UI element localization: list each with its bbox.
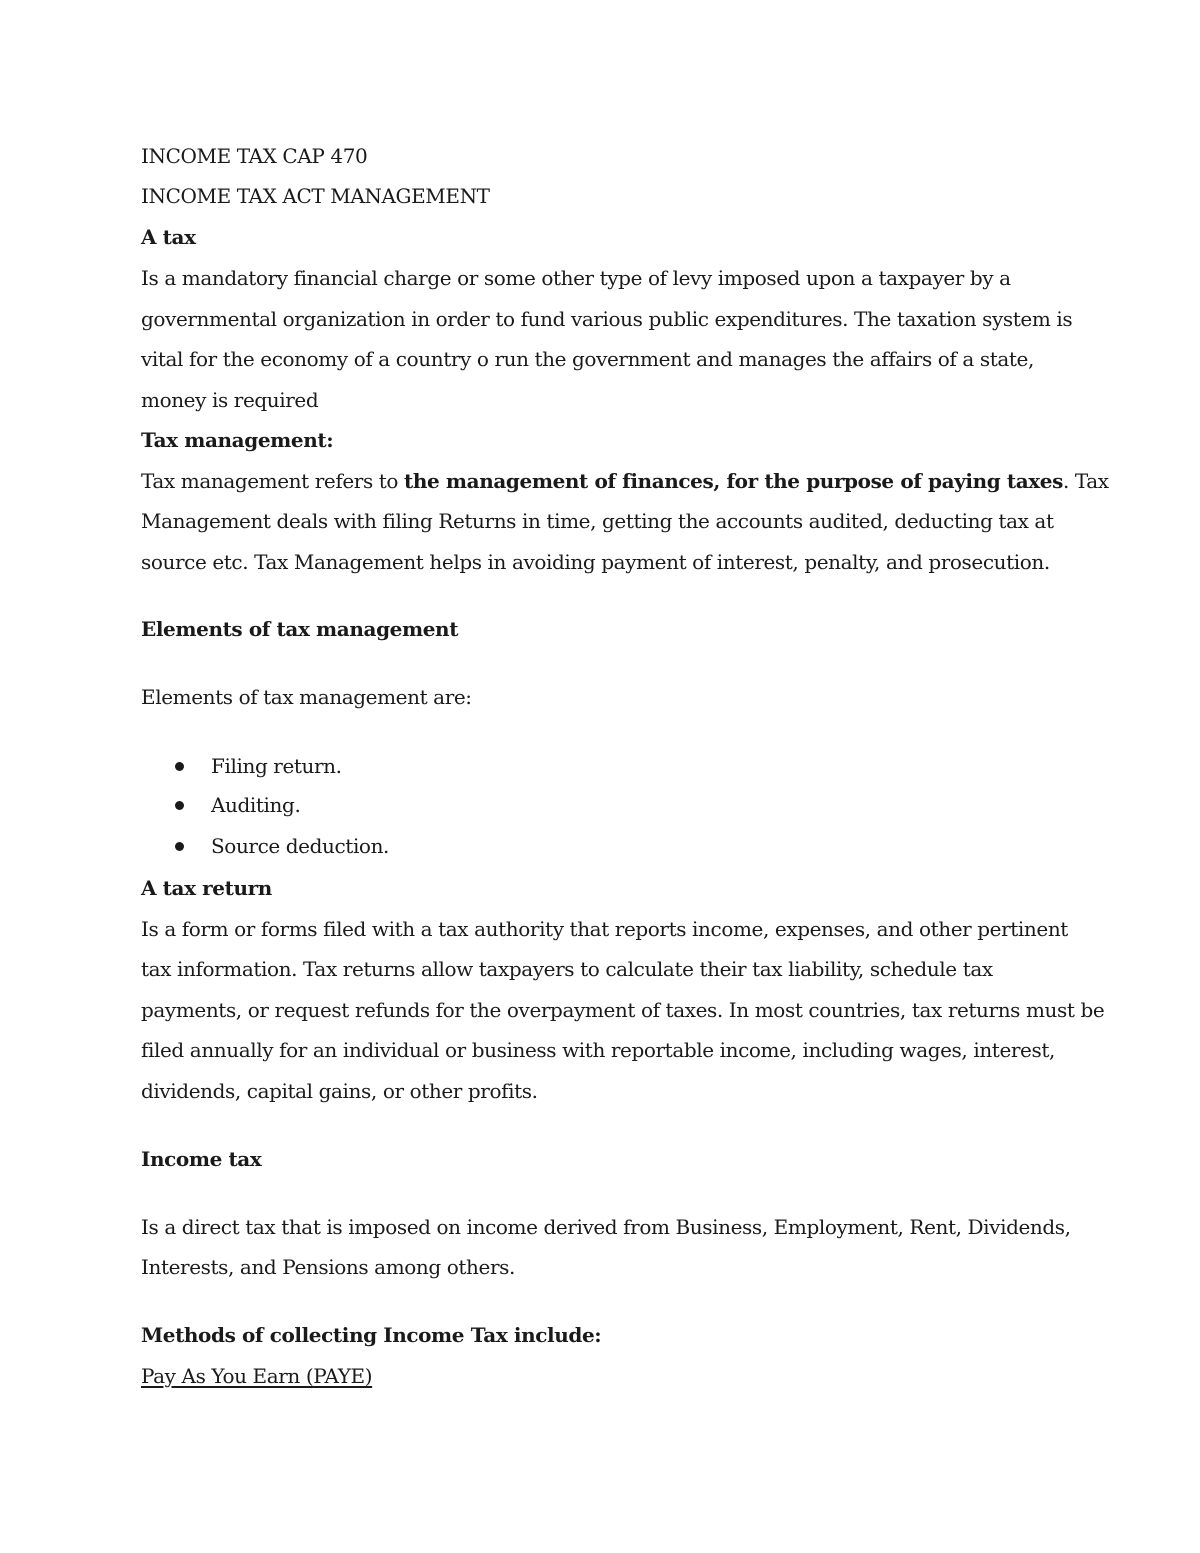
paragraph-line: money is required	[141, 388, 319, 412]
bullet-icon	[175, 801, 184, 810]
section-heading-income-tax: Income tax	[141, 1147, 262, 1171]
list-item: Filing return.	[211, 754, 342, 778]
list-item: Source deduction.	[211, 834, 390, 858]
paragraph-line	[141, 468, 1109, 494]
paragraph-line: vital for the economy of a country o run the government and manages the affairs of a state,	[141, 347, 1034, 371]
document-subtitle: INCOME TAX ACT MANAGEMENT	[141, 184, 490, 208]
text-run: Tax management refers to	[141, 469, 405, 493]
paragraph-line: governmental organization in order to fund various public expenditures. The taxation system is	[141, 307, 1073, 331]
bold-text-run: the management of finances, for the purpose of paying taxes	[404, 469, 1063, 493]
section-heading-elements: Elements of tax management	[141, 617, 459, 641]
paragraph-line: dividends, capital gains, or other profits.	[141, 1079, 538, 1103]
paragraph-line: Management deals with filing Returns in time, getting the accounts audited, deducting tax at	[141, 509, 1054, 533]
paragraph-line: payments, or request refunds for the overpayment of taxes. In most countries, tax returns must be	[141, 998, 1105, 1022]
paragraph-line: Is a direct tax that is imposed on income derived from Business, Employment, Rent, Dividends,	[141, 1215, 1071, 1239]
paragraph-line: source etc. Tax Management helps in avoiding payment of interest, penalty, and prosecution.	[141, 550, 1050, 574]
paragraph-line: tax information. Tax returns allow taxpayers to calculate their tax liability, schedule tax	[141, 957, 993, 981]
list-item: Auditing.	[211, 793, 301, 817]
underlined-subheading-paye: Pay As You Earn (PAYE)	[141, 1364, 373, 1388]
paragraph-line: Interests, and Pensions among others.	[141, 1255, 515, 1279]
bullet-icon	[175, 842, 184, 851]
paragraph-line: filed annually for an individual or business with reportable income, including wages, interest,	[141, 1038, 1055, 1062]
document-title: INCOME TAX CAP 470	[141, 144, 368, 168]
section-heading-tax-return: A tax return	[141, 876, 272, 900]
bullet-icon	[175, 762, 184, 771]
paragraph-line: Is a mandatory financial charge or some other type of levy imposed upon a taxpayer by a	[141, 266, 1011, 290]
section-heading-a-tax: A tax	[141, 225, 196, 249]
section-heading-tax-management: Tax management:	[141, 428, 334, 452]
text-run: . Tax	[1062, 469, 1109, 493]
section-heading-methods: Methods of collecting Income Tax include:	[141, 1323, 602, 1347]
paragraph-line: Is a form or forms filed with a tax authority that reports income, expenses, and other pertinent	[141, 917, 1068, 941]
paragraph-line: Elements of tax management are:	[141, 685, 472, 709]
